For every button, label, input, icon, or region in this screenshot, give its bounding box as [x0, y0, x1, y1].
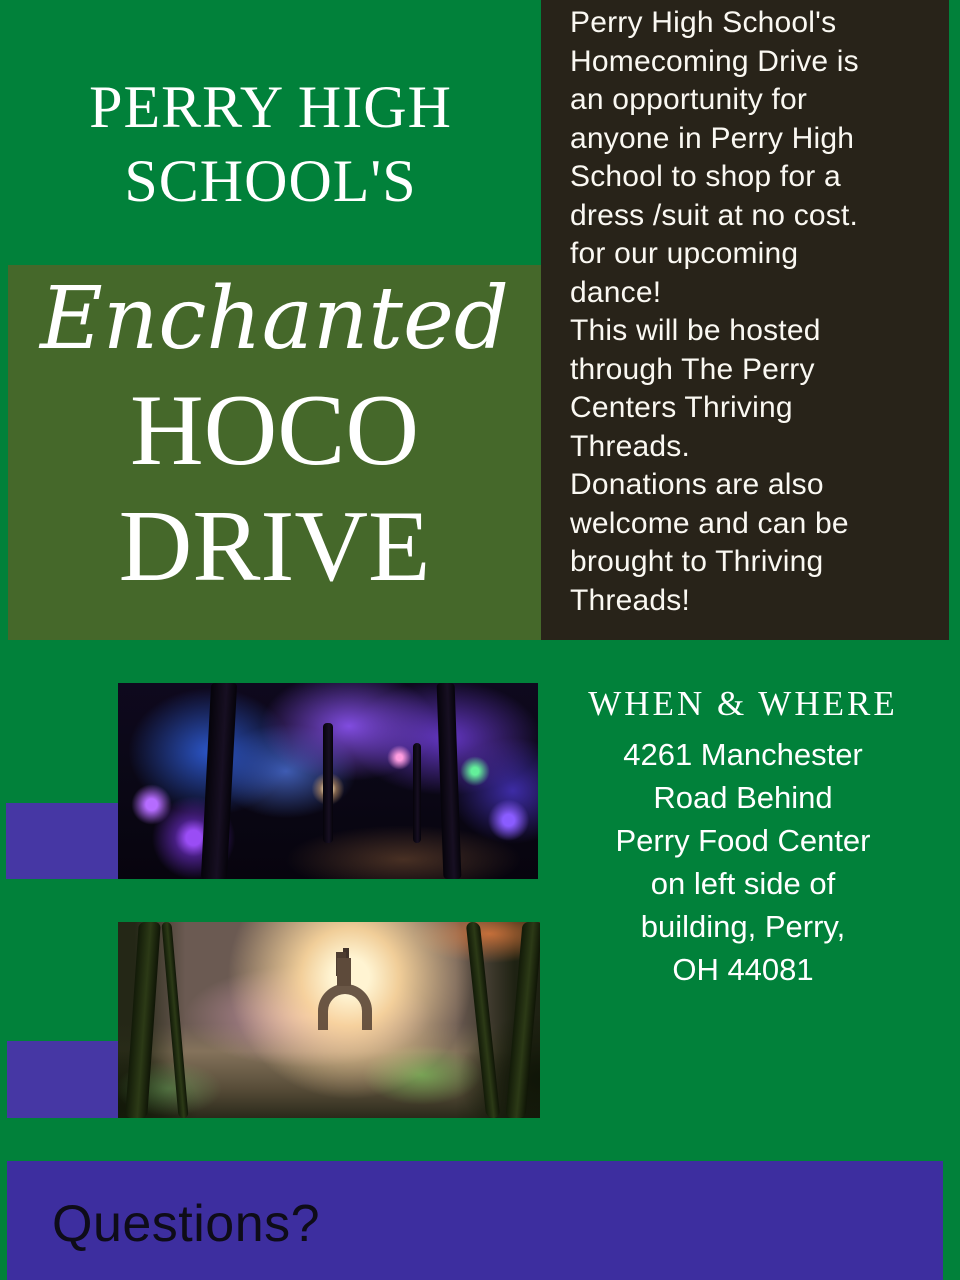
info-panel	[541, 0, 949, 640]
footer-bar	[7, 1161, 943, 1280]
purple-accent-block-1	[6, 803, 118, 879]
when-where-heading: WHEN & WHERE	[588, 684, 898, 723]
info-line: Perry High School's	[570, 6, 837, 39]
tree-trunk-shape	[323, 723, 333, 843]
address-line: Road Behind	[653, 780, 833, 815]
night-forest-lights-photo	[118, 683, 538, 879]
vine-trunk-shape	[466, 922, 501, 1118]
address-line: 4261 Manchester	[623, 737, 863, 772]
info-line: welcome and can be	[570, 506, 849, 540]
school-title	[0, 70, 541, 218]
vine-trunk-shape	[505, 922, 540, 1118]
event-title-line1: HOCO	[129, 374, 420, 487]
event-title	[8, 373, 541, 605]
info-line: for our upcoming	[570, 237, 799, 270]
info-line: Donations are also	[570, 468, 824, 501]
info-line: Centers Thriving	[570, 391, 793, 424]
address-line: on left side of	[650, 866, 836, 901]
event-title-line2: DRIVE	[118, 490, 431, 603]
event-script-word: Enchanted	[40, 269, 509, 369]
info-line: Threads!	[570, 583, 690, 617]
info-line: School to shop for a	[570, 160, 841, 193]
tree-trunk-shape	[413, 743, 421, 843]
fantasy-forest-photo	[118, 922, 540, 1118]
school-title-line1: PERRY HIGH	[89, 74, 452, 140]
questions-label: Questions?	[52, 1195, 321, 1253]
info-line: brought to Thriving	[570, 545, 824, 578]
vine-trunk-shape	[161, 922, 188, 1118]
address-line: Perry Food Center	[615, 823, 871, 858]
school-title-line2: SCHOOL'S	[124, 148, 417, 214]
address-block	[541, 733, 945, 991]
info-line: anyone in Perry High	[570, 121, 855, 155]
info-line: Threads.	[570, 429, 690, 463]
info-line: through The Perry	[570, 352, 815, 386]
tree-trunk-shape	[201, 683, 237, 879]
stone-cairn-shape	[337, 958, 351, 986]
info-line: dance!	[570, 275, 662, 309]
info-line: dress /suit at no cost.	[570, 198, 859, 232]
address-line: OH 44081	[672, 952, 814, 987]
tree-trunk-shape	[437, 683, 462, 879]
event-banner	[8, 265, 541, 640]
purple-accent-block-2	[7, 1041, 118, 1118]
address-line: building, Perry,	[640, 909, 846, 944]
info-line: an opportunity for	[570, 83, 808, 116]
stone-arch-shape	[318, 984, 372, 1030]
vine-trunk-shape	[125, 922, 161, 1118]
info-line: Homecoming Drive is	[570, 44, 859, 78]
info-line: This will be hosted	[570, 314, 821, 347]
